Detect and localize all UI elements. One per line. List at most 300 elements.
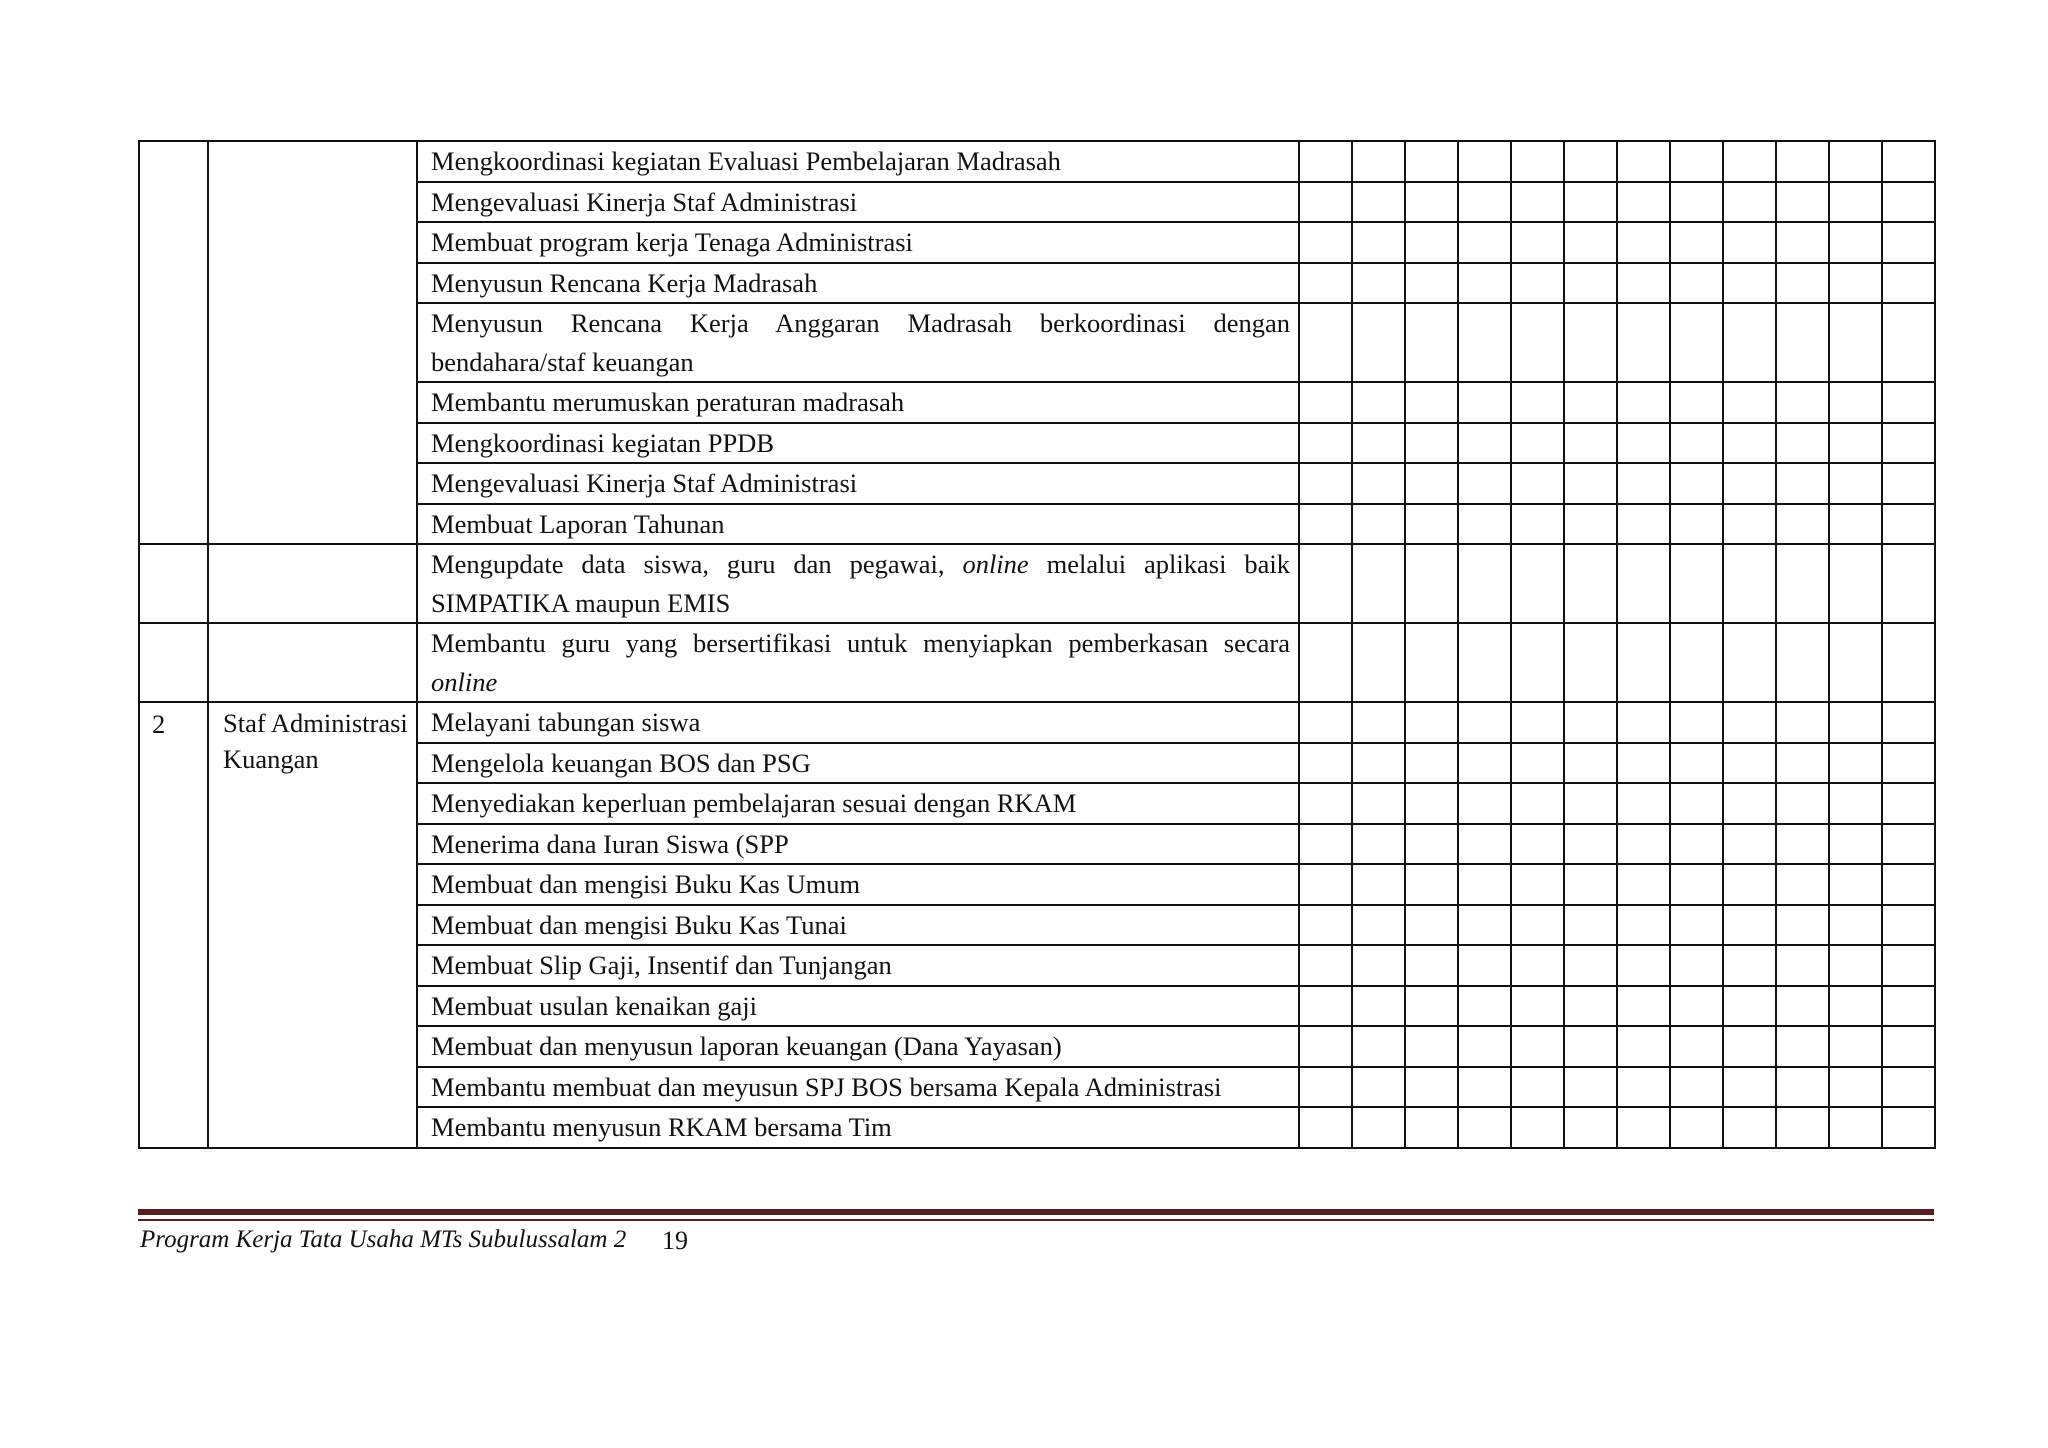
schedule-cell xyxy=(1352,905,1405,946)
schedule-cell xyxy=(1829,783,1882,824)
schedule-cell xyxy=(1458,382,1511,423)
schedule-cell xyxy=(1617,141,1670,182)
schedule-cell xyxy=(1511,824,1564,865)
activity-text-italic: online xyxy=(431,666,498,697)
schedule-cell xyxy=(1776,382,1829,423)
schedule-cell xyxy=(1405,1067,1458,1108)
schedule-cell xyxy=(1882,463,1935,504)
schedule-cell xyxy=(1617,905,1670,946)
schedule-cell xyxy=(1564,504,1617,545)
schedule-cell xyxy=(1617,743,1670,784)
schedule-cell xyxy=(1829,945,1882,986)
schedule-cell xyxy=(1299,222,1352,263)
activity-text: Menyusun Rencana Kerja Anggaran Madrasah berkoordinasi dengan bendahara/staf keuangan xyxy=(431,308,1290,377)
schedule-cell xyxy=(1511,623,1564,702)
activity-text: Membantu merumuskan peraturan madrasah xyxy=(431,387,905,417)
unit-cell: Staf Administrasi Kuangan xyxy=(208,702,417,1148)
schedule-cell xyxy=(1299,382,1352,423)
schedule-cell xyxy=(1670,263,1723,304)
activity-cell xyxy=(417,623,1299,702)
schedule-cell xyxy=(1352,824,1405,865)
activity-text: Membuat dan mengisi Buku Kas Tunai xyxy=(431,909,847,940)
schedule-cell xyxy=(1670,702,1723,743)
schedule-cell xyxy=(1882,423,1935,464)
schedule-cell xyxy=(1723,504,1776,545)
schedule-cell xyxy=(1776,945,1829,986)
schedule-cell xyxy=(1458,986,1511,1027)
activity-cell xyxy=(417,182,1299,223)
schedule-cell xyxy=(1352,182,1405,223)
activity-cell xyxy=(417,423,1299,464)
schedule-cell xyxy=(1776,864,1829,905)
schedule-cell xyxy=(1511,905,1564,946)
activity-cell xyxy=(417,141,1299,182)
schedule-cell xyxy=(1564,382,1617,423)
schedule-cell xyxy=(1829,623,1882,702)
activity-cell xyxy=(417,463,1299,504)
schedule-cell xyxy=(1299,423,1352,464)
schedule-cell xyxy=(1564,743,1617,784)
schedule-cell xyxy=(1405,141,1458,182)
schedule-cell xyxy=(1299,544,1352,623)
schedule-cell xyxy=(1776,623,1829,702)
activity-cell xyxy=(417,1026,1299,1067)
schedule-cell xyxy=(1776,263,1829,304)
schedule-cell xyxy=(1723,905,1776,946)
schedule-cell xyxy=(1564,1107,1617,1148)
schedule-cell xyxy=(1776,423,1829,464)
schedule-cell xyxy=(1617,864,1670,905)
table-row xyxy=(139,702,1935,743)
schedule-cell xyxy=(1617,1067,1670,1108)
table-row xyxy=(139,544,1935,623)
schedule-cell xyxy=(1511,303,1564,382)
schedule-cell xyxy=(1670,463,1723,504)
schedule-cell xyxy=(1723,1067,1776,1108)
activity-text: Membuat Laporan Tahunan xyxy=(431,508,725,539)
schedule-cell xyxy=(1776,783,1829,824)
schedule-cell xyxy=(1670,423,1723,464)
activity-text: Membantu guru yang bersertifikasi untuk menyiapkan pemberkasan secara xyxy=(431,628,1290,658)
activity-cell xyxy=(417,1067,1299,1108)
schedule-cell xyxy=(1829,303,1882,382)
schedule-cell xyxy=(1829,182,1882,223)
activity-cell xyxy=(417,824,1299,865)
row-number-cell: 2 xyxy=(139,702,208,1148)
activity-text: Membuat program kerja Tenaga Administrasi xyxy=(431,227,913,257)
schedule-cell xyxy=(1405,702,1458,743)
schedule-cell xyxy=(1882,182,1935,223)
schedule-cell xyxy=(1670,743,1723,784)
schedule-cell xyxy=(1670,303,1723,382)
schedule-cell xyxy=(1882,263,1935,304)
schedule-cell xyxy=(1458,263,1511,304)
schedule-cell xyxy=(1352,1107,1405,1148)
schedule-cell xyxy=(1776,504,1829,545)
activity-text: Mengelola keuangan BOS dan PSG xyxy=(431,747,811,778)
activity-text: melalui aplikasi baik SIMPATIKA maupun EMIS xyxy=(431,549,1290,618)
schedule-cell xyxy=(1352,1067,1405,1108)
schedule-cell xyxy=(1723,783,1776,824)
page-number: 19 xyxy=(662,1226,688,1255)
schedule-cell xyxy=(1723,623,1776,702)
schedule-cell xyxy=(1405,945,1458,986)
activity-cell xyxy=(417,702,1299,743)
schedule-cell xyxy=(1670,182,1723,223)
schedule-cell xyxy=(1299,905,1352,946)
schedule-cell xyxy=(1882,824,1935,865)
activity-text: Membantu membuat dan meyusun SPJ BOS bersama Kepala Administrasi xyxy=(431,1071,1222,1102)
schedule-cell xyxy=(1617,702,1670,743)
schedule-cell xyxy=(1617,986,1670,1027)
schedule-cell xyxy=(1617,1026,1670,1067)
schedule-cell xyxy=(1617,544,1670,623)
schedule-cell xyxy=(1299,182,1352,223)
schedule-cell xyxy=(1882,945,1935,986)
schedule-cell xyxy=(1511,544,1564,623)
schedule-cell xyxy=(1405,783,1458,824)
schedule-cell xyxy=(1352,382,1405,423)
schedule-cell xyxy=(1564,864,1617,905)
schedule-cell xyxy=(1829,986,1882,1027)
schedule-cell xyxy=(1882,1067,1935,1108)
schedule-cell xyxy=(1829,544,1882,623)
schedule-cell xyxy=(1723,864,1776,905)
schedule-cell xyxy=(1299,824,1352,865)
schedule-cell xyxy=(1882,864,1935,905)
schedule-cell xyxy=(1405,544,1458,623)
schedule-cell xyxy=(1829,463,1882,504)
schedule-cell xyxy=(1458,463,1511,504)
schedule-cell xyxy=(1882,743,1935,784)
schedule-cell xyxy=(1776,1067,1829,1108)
schedule-cell xyxy=(1511,463,1564,504)
schedule-cell xyxy=(1405,743,1458,784)
schedule-cell xyxy=(1882,702,1935,743)
schedule-cell xyxy=(1299,463,1352,504)
schedule-cell xyxy=(1670,905,1723,946)
schedule-cell xyxy=(1352,504,1405,545)
schedule-cell xyxy=(1564,423,1617,464)
schedule-cell xyxy=(1670,544,1723,623)
schedule-cell xyxy=(1776,743,1829,784)
schedule-cell xyxy=(1776,463,1829,504)
schedule-cell xyxy=(1723,945,1776,986)
schedule-cell xyxy=(1564,263,1617,304)
unit-cell xyxy=(208,544,417,623)
schedule-cell xyxy=(1829,824,1882,865)
schedule-cell xyxy=(1882,382,1935,423)
schedule-cell xyxy=(1617,423,1670,464)
schedule-cell xyxy=(1405,382,1458,423)
schedule-cell xyxy=(1511,1067,1564,1108)
schedule-cell xyxy=(1405,222,1458,263)
schedule-cell xyxy=(1829,1067,1882,1108)
schedule-cell xyxy=(1829,743,1882,784)
schedule-cell xyxy=(1776,303,1829,382)
schedule-cell xyxy=(1670,783,1723,824)
schedule-cell xyxy=(1829,1107,1882,1148)
schedule-cell xyxy=(1882,1026,1935,1067)
activity-text: Membuat usulan kenaikan gaji xyxy=(431,990,758,1021)
footer-title: Program Kerja Tata Usaha MTs Subulussalam 2 xyxy=(140,1226,627,1253)
schedule-cell xyxy=(1352,623,1405,702)
schedule-cell xyxy=(1723,743,1776,784)
schedule-cell xyxy=(1458,623,1511,702)
schedule-cell xyxy=(1511,1107,1564,1148)
activity-cell xyxy=(417,864,1299,905)
schedule-cell xyxy=(1458,905,1511,946)
schedule-cell xyxy=(1511,986,1564,1027)
schedule-cell xyxy=(1352,864,1405,905)
footer-rule-thin xyxy=(138,1219,1934,1221)
schedule-cell xyxy=(1458,702,1511,743)
schedule-cell xyxy=(1511,182,1564,223)
schedule-cell xyxy=(1511,382,1564,423)
schedule-cell xyxy=(1670,945,1723,986)
schedule-cell xyxy=(1723,182,1776,223)
schedule-cell xyxy=(1405,824,1458,865)
activity-text: Mengevaluasi Kinerja Staf Administrasi xyxy=(431,186,858,217)
schedule-cell xyxy=(1617,824,1670,865)
schedule-cell xyxy=(1723,463,1776,504)
schedule-cell xyxy=(1723,986,1776,1027)
schedule-cell xyxy=(1617,504,1670,545)
schedule-cell xyxy=(1564,702,1617,743)
activity-cell xyxy=(417,382,1299,423)
schedule-cell xyxy=(1617,463,1670,504)
footer-rule-thick xyxy=(138,1209,1934,1215)
schedule-cell xyxy=(1882,623,1935,702)
activity-cell xyxy=(417,783,1299,824)
schedule-cell xyxy=(1723,382,1776,423)
schedule-cell xyxy=(1617,945,1670,986)
schedule-cell xyxy=(1511,263,1564,304)
schedule-cell xyxy=(1299,864,1352,905)
schedule-cell xyxy=(1723,544,1776,623)
schedule-cell xyxy=(1458,141,1511,182)
schedule-cell xyxy=(1829,382,1882,423)
schedule-cell xyxy=(1829,263,1882,304)
schedule-cell xyxy=(1617,382,1670,423)
schedule-cell xyxy=(1458,182,1511,223)
schedule-cell xyxy=(1299,1026,1352,1067)
schedule-cell xyxy=(1617,623,1670,702)
schedule-cell xyxy=(1829,504,1882,545)
activity-text: Mengkoordinasi kegiatan Evaluasi Pembelajaran Madrasah xyxy=(431,146,1061,176)
schedule-cell xyxy=(1352,263,1405,304)
schedule-cell xyxy=(1458,303,1511,382)
schedule-cell xyxy=(1564,905,1617,946)
schedule-cell xyxy=(1670,382,1723,423)
schedule-cell xyxy=(1458,783,1511,824)
schedule-cell xyxy=(1882,303,1935,382)
schedule-cell xyxy=(1352,986,1405,1027)
schedule-cell xyxy=(1352,303,1405,382)
schedule-cell xyxy=(1405,1026,1458,1067)
schedule-cell xyxy=(1352,141,1405,182)
schedule-cell xyxy=(1511,945,1564,986)
activity-cell xyxy=(417,1107,1299,1148)
schedule-cell xyxy=(1829,905,1882,946)
schedule-cell xyxy=(1776,1026,1829,1067)
schedule-cell xyxy=(1670,824,1723,865)
schedule-cell xyxy=(1564,303,1617,382)
schedule-cell xyxy=(1723,702,1776,743)
schedule-cell xyxy=(1829,141,1882,182)
schedule-cell xyxy=(1352,783,1405,824)
activity-cell xyxy=(417,303,1299,382)
activity-text-italic: online xyxy=(962,549,1029,579)
row-number-cell xyxy=(139,141,208,544)
schedule-cell xyxy=(1882,783,1935,824)
schedule-cell xyxy=(1405,504,1458,545)
activity-text: Mengevaluasi Kinerja Staf Administrasi xyxy=(431,468,858,498)
schedule-cell xyxy=(1352,702,1405,743)
schedule-cell xyxy=(1405,423,1458,464)
schedule-cell xyxy=(1299,783,1352,824)
schedule-cell xyxy=(1511,1026,1564,1067)
schedule-cell xyxy=(1458,222,1511,263)
activity-cell xyxy=(417,544,1299,623)
schedule-cell xyxy=(1617,783,1670,824)
schedule-cell xyxy=(1776,986,1829,1027)
schedule-cell xyxy=(1405,986,1458,1027)
schedule-cell xyxy=(1299,1067,1352,1108)
program-kerja-table xyxy=(138,140,1936,1149)
schedule-cell xyxy=(1617,222,1670,263)
schedule-cell xyxy=(1458,1067,1511,1108)
schedule-cell xyxy=(1511,864,1564,905)
schedule-cell xyxy=(1882,222,1935,263)
row-number-cell xyxy=(139,544,208,623)
activity-text: Membuat dan menyusun laporan keuangan (Dana Yayasan) xyxy=(431,1031,1062,1061)
schedule-cell xyxy=(1458,1026,1511,1067)
schedule-cell xyxy=(1670,1067,1723,1108)
schedule-cell xyxy=(1564,623,1617,702)
schedule-cell xyxy=(1564,1026,1617,1067)
schedule-cell xyxy=(1564,986,1617,1027)
activity-text: Membuat Slip Gaji, Insentif dan Tunjangan xyxy=(431,950,892,980)
schedule-cell xyxy=(1829,1026,1882,1067)
schedule-cell xyxy=(1776,905,1829,946)
schedule-cell xyxy=(1670,141,1723,182)
activity-cell xyxy=(417,222,1299,263)
schedule-cell xyxy=(1564,182,1617,223)
activity-cell xyxy=(417,263,1299,304)
schedule-cell xyxy=(1299,303,1352,382)
activity-text: Membantu menyusun RKAM bersama Tim xyxy=(431,1112,892,1142)
schedule-cell xyxy=(1299,945,1352,986)
schedule-cell xyxy=(1511,504,1564,545)
row-number-cell xyxy=(139,623,208,702)
schedule-cell xyxy=(1617,263,1670,304)
schedule-cell xyxy=(1882,1107,1935,1148)
schedule-cell xyxy=(1299,623,1352,702)
schedule-cell xyxy=(1511,141,1564,182)
schedule-cell xyxy=(1670,864,1723,905)
schedule-cell xyxy=(1352,1026,1405,1067)
activity-cell xyxy=(417,986,1299,1027)
activity-cell xyxy=(417,905,1299,946)
table-row xyxy=(139,623,1935,702)
schedule-cell xyxy=(1405,182,1458,223)
schedule-cell xyxy=(1564,824,1617,865)
unit-cell xyxy=(208,623,417,702)
schedule-cell xyxy=(1670,504,1723,545)
schedule-cell xyxy=(1776,182,1829,223)
schedule-cell xyxy=(1723,423,1776,464)
schedule-cell xyxy=(1299,141,1352,182)
schedule-cell xyxy=(1564,783,1617,824)
schedule-cell xyxy=(1776,1107,1829,1148)
schedule-cell xyxy=(1458,824,1511,865)
schedule-cell xyxy=(1299,504,1352,545)
schedule-cell xyxy=(1829,222,1882,263)
schedule-cell xyxy=(1617,1107,1670,1148)
activity-text: Menyediakan keperluan pembelajaran sesuai dengan RKAM xyxy=(431,788,1077,818)
schedule-cell xyxy=(1670,1026,1723,1067)
schedule-cell xyxy=(1670,222,1723,263)
schedule-cell xyxy=(1299,1107,1352,1148)
schedule-cell xyxy=(1458,544,1511,623)
schedule-cell xyxy=(1458,864,1511,905)
schedule-cell xyxy=(1564,222,1617,263)
schedule-cell xyxy=(1617,303,1670,382)
activity-cell xyxy=(417,504,1299,545)
schedule-cell xyxy=(1458,423,1511,464)
schedule-cell xyxy=(1723,824,1776,865)
schedule-cell xyxy=(1352,423,1405,464)
schedule-cell xyxy=(1458,1107,1511,1148)
schedule-cell xyxy=(1405,1107,1458,1148)
schedule-cell xyxy=(1405,864,1458,905)
table-row xyxy=(139,141,1935,182)
schedule-cell xyxy=(1723,263,1776,304)
schedule-cell xyxy=(1723,1026,1776,1067)
schedule-cell xyxy=(1405,905,1458,946)
schedule-cell xyxy=(1564,544,1617,623)
schedule-cell xyxy=(1511,702,1564,743)
unit-cell xyxy=(208,141,417,544)
table-body xyxy=(139,141,1935,1148)
schedule-cell xyxy=(1458,504,1511,545)
schedule-cell xyxy=(1405,263,1458,304)
schedule-cell xyxy=(1776,141,1829,182)
activity-cell xyxy=(417,743,1299,784)
schedule-cell xyxy=(1564,141,1617,182)
schedule-cell xyxy=(1882,905,1935,946)
schedule-cell xyxy=(1723,303,1776,382)
schedule-cell xyxy=(1511,423,1564,464)
schedule-cell xyxy=(1299,263,1352,304)
schedule-cell xyxy=(1723,222,1776,263)
schedule-cell xyxy=(1723,141,1776,182)
schedule-cell xyxy=(1299,986,1352,1027)
schedule-cell xyxy=(1352,743,1405,784)
activity-text: Melayani tabungan siswa xyxy=(431,707,701,737)
schedule-cell xyxy=(1458,743,1511,784)
schedule-cell xyxy=(1299,702,1352,743)
schedule-cell xyxy=(1882,504,1935,545)
schedule-cell xyxy=(1882,141,1935,182)
schedule-cell xyxy=(1776,824,1829,865)
activity-text: Mengkoordinasi kegiatan PPDB xyxy=(431,427,774,458)
schedule-cell xyxy=(1352,945,1405,986)
schedule-cell xyxy=(1458,945,1511,986)
schedule-cell xyxy=(1670,1107,1723,1148)
schedule-cell xyxy=(1829,423,1882,464)
